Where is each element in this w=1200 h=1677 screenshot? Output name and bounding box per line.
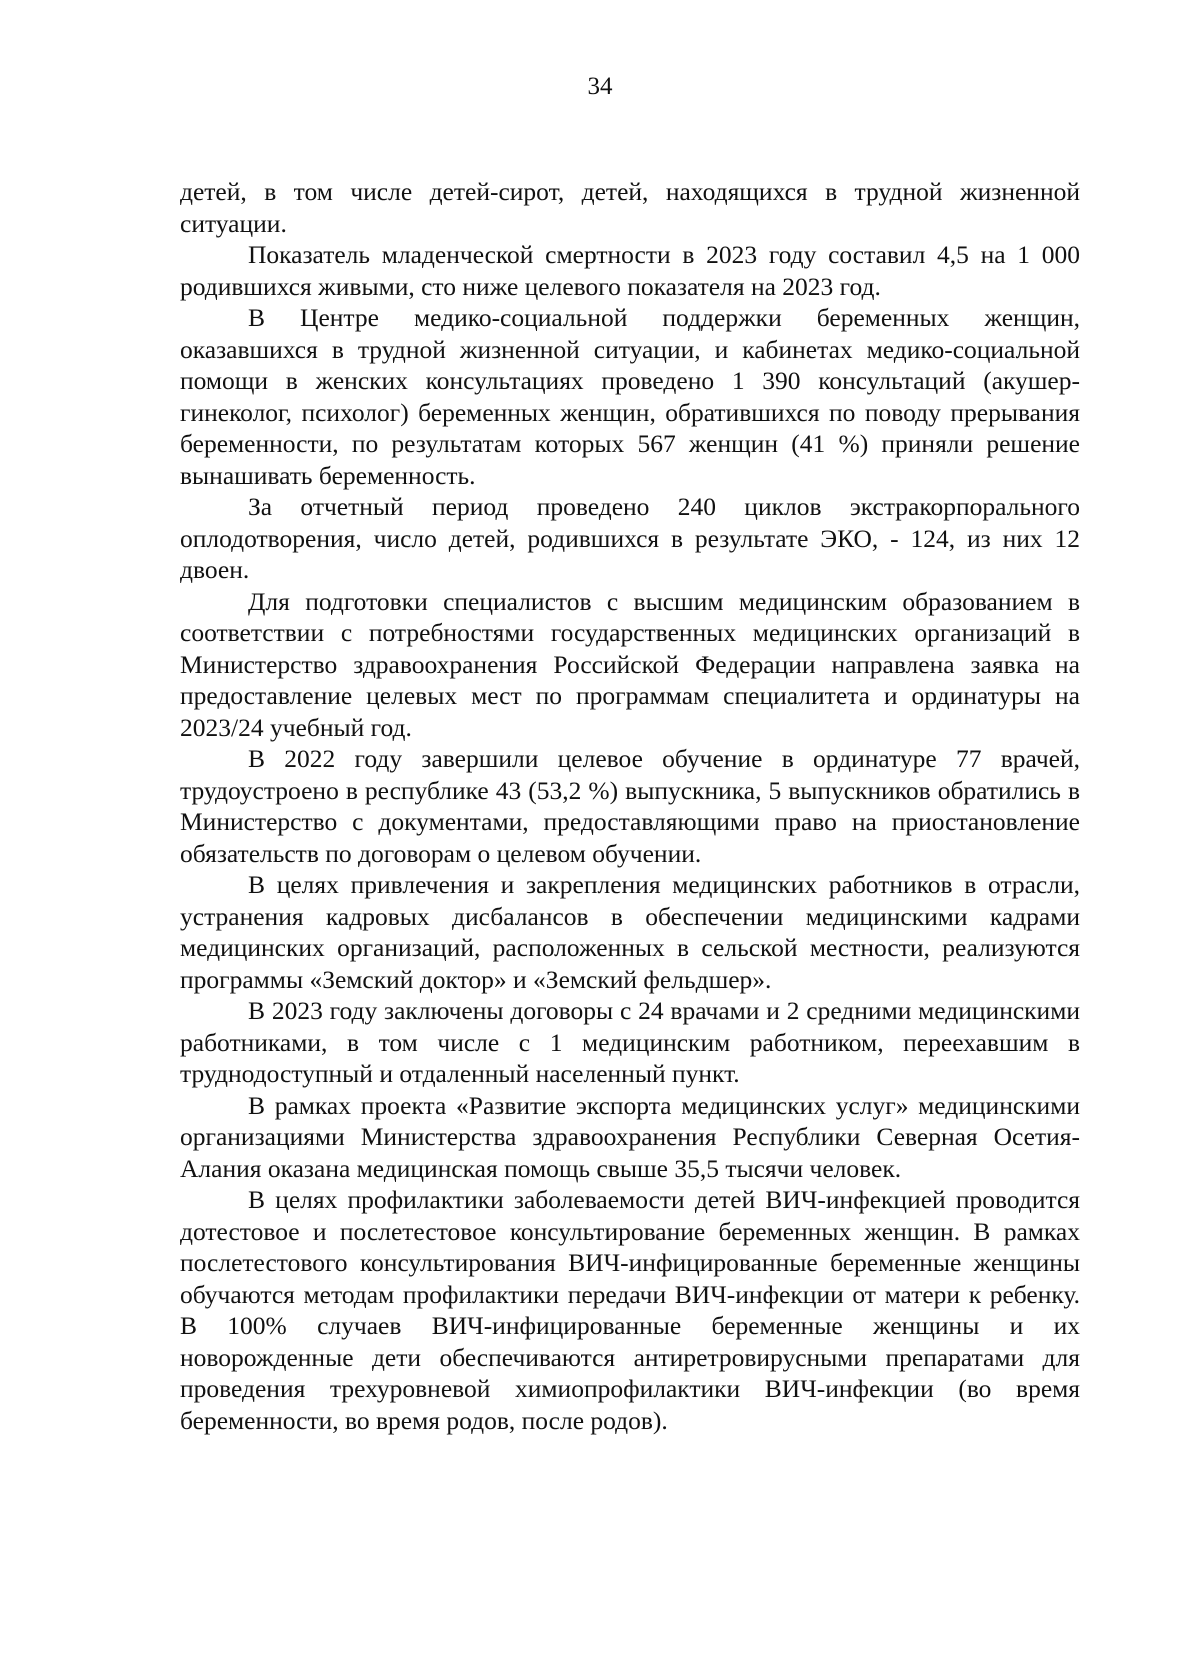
paragraph-contracts-2023: В 2023 году заключены договоры с 24 врачами и 2 средними медицинскими работниками, в том числе с 1 медицинским работником, переехавшим в труднодоступный и отдаленный населенный пункт.	[180, 996, 1080, 1088]
paragraph-infant-mortality: Показатель младенческой смертности в 2023 году составил 4,5 на 1 000 родившихся живыми, сто ниже целевого показателя на 2023 год.	[180, 240, 1080, 301]
document-body	[180, 176, 1080, 1436]
paragraph-ivf: За отчетный период проведено 240 циклов экстракорпорального оплодотворения, число детей, родившихся в результате ЭКО, - 124, из них 12 двоен.	[180, 492, 1080, 584]
paragraph-residency-2022: В 2022 году завершили целевое обучение в ординатуре 77 врачей, трудоустроено в республике 43 (53,2 %) выпускника, 5 выпускников обратились в Министерство с документами, предоставляющими право на приостановление обязательств по договорам о целевом обучении.	[180, 744, 1080, 868]
paragraph-medical-export: В рамках проекта «Развитие экспорта медицинских услуг» медицинскими организациями Министерства здравоохранения Республики Северная Осетия-Алания оказана медицинская помощь свыше 35,5 тысячи человек.	[180, 1090, 1080, 1183]
page-number: 34	[587, 73, 613, 100]
paragraph-pregnancy-support: В Центре медико-социальной поддержки беременных женщин, оказавшихся в трудной жизненной ситуации, и кабинетах медико-социальной помощи в женских консультациях проведено 1 390 консультаций (акушер-гинеколог, психолог) беременных женщин, обратившихся по поводу прерывания беременности, по результатам которых 567 женщин (41 %) приняли решение вынашивать беременность.	[180, 303, 1080, 490]
paragraph-hiv-prevention: В целях профилактики заболеваемости детей ВИЧ-инфекцией проводится дотестовое и послетестовое консультирование беременных женщин. В рамках послетестового консультирования ВИЧ-инфицированные беременные женщины обучаются методам профилактики передачи ВИЧ-инфекции от матери к ребенку. В 100% случаев ВИЧ-инфицированные беременные женщины и их новорожденные дети обеспечиваются антиретровирусными препаратами для проведения трехуровневой химиопрофилактики ВИЧ-инфекции (во время беременности, во время родов, после родов).	[180, 1185, 1080, 1435]
paragraph-continuation: детей, в том числе детей-сирот, детей, находящихся в трудной жизненной ситуации.	[180, 177, 1080, 238]
paragraph-specialist-training: Для подготовки специалистов с высшим медицинским образованием в соответствии с потребностями государственных медицинских организаций в Министерство здравоохранения Российской Федерации направлена заявка на предоставление целевых мест по программам специалитета и ординатуры на 2023/24 учебный год.	[180, 586, 1080, 742]
paragraph-staff-programs: В целях привлечения и закрепления медицинских работников в отрасли, устранения кадровых дисбалансов в обеспечении медицинскими кадрами медицинских организаций, расположенных в сельской местности, реализуются программы «Земский доктор» и «Земский фельдшер».	[180, 870, 1080, 994]
